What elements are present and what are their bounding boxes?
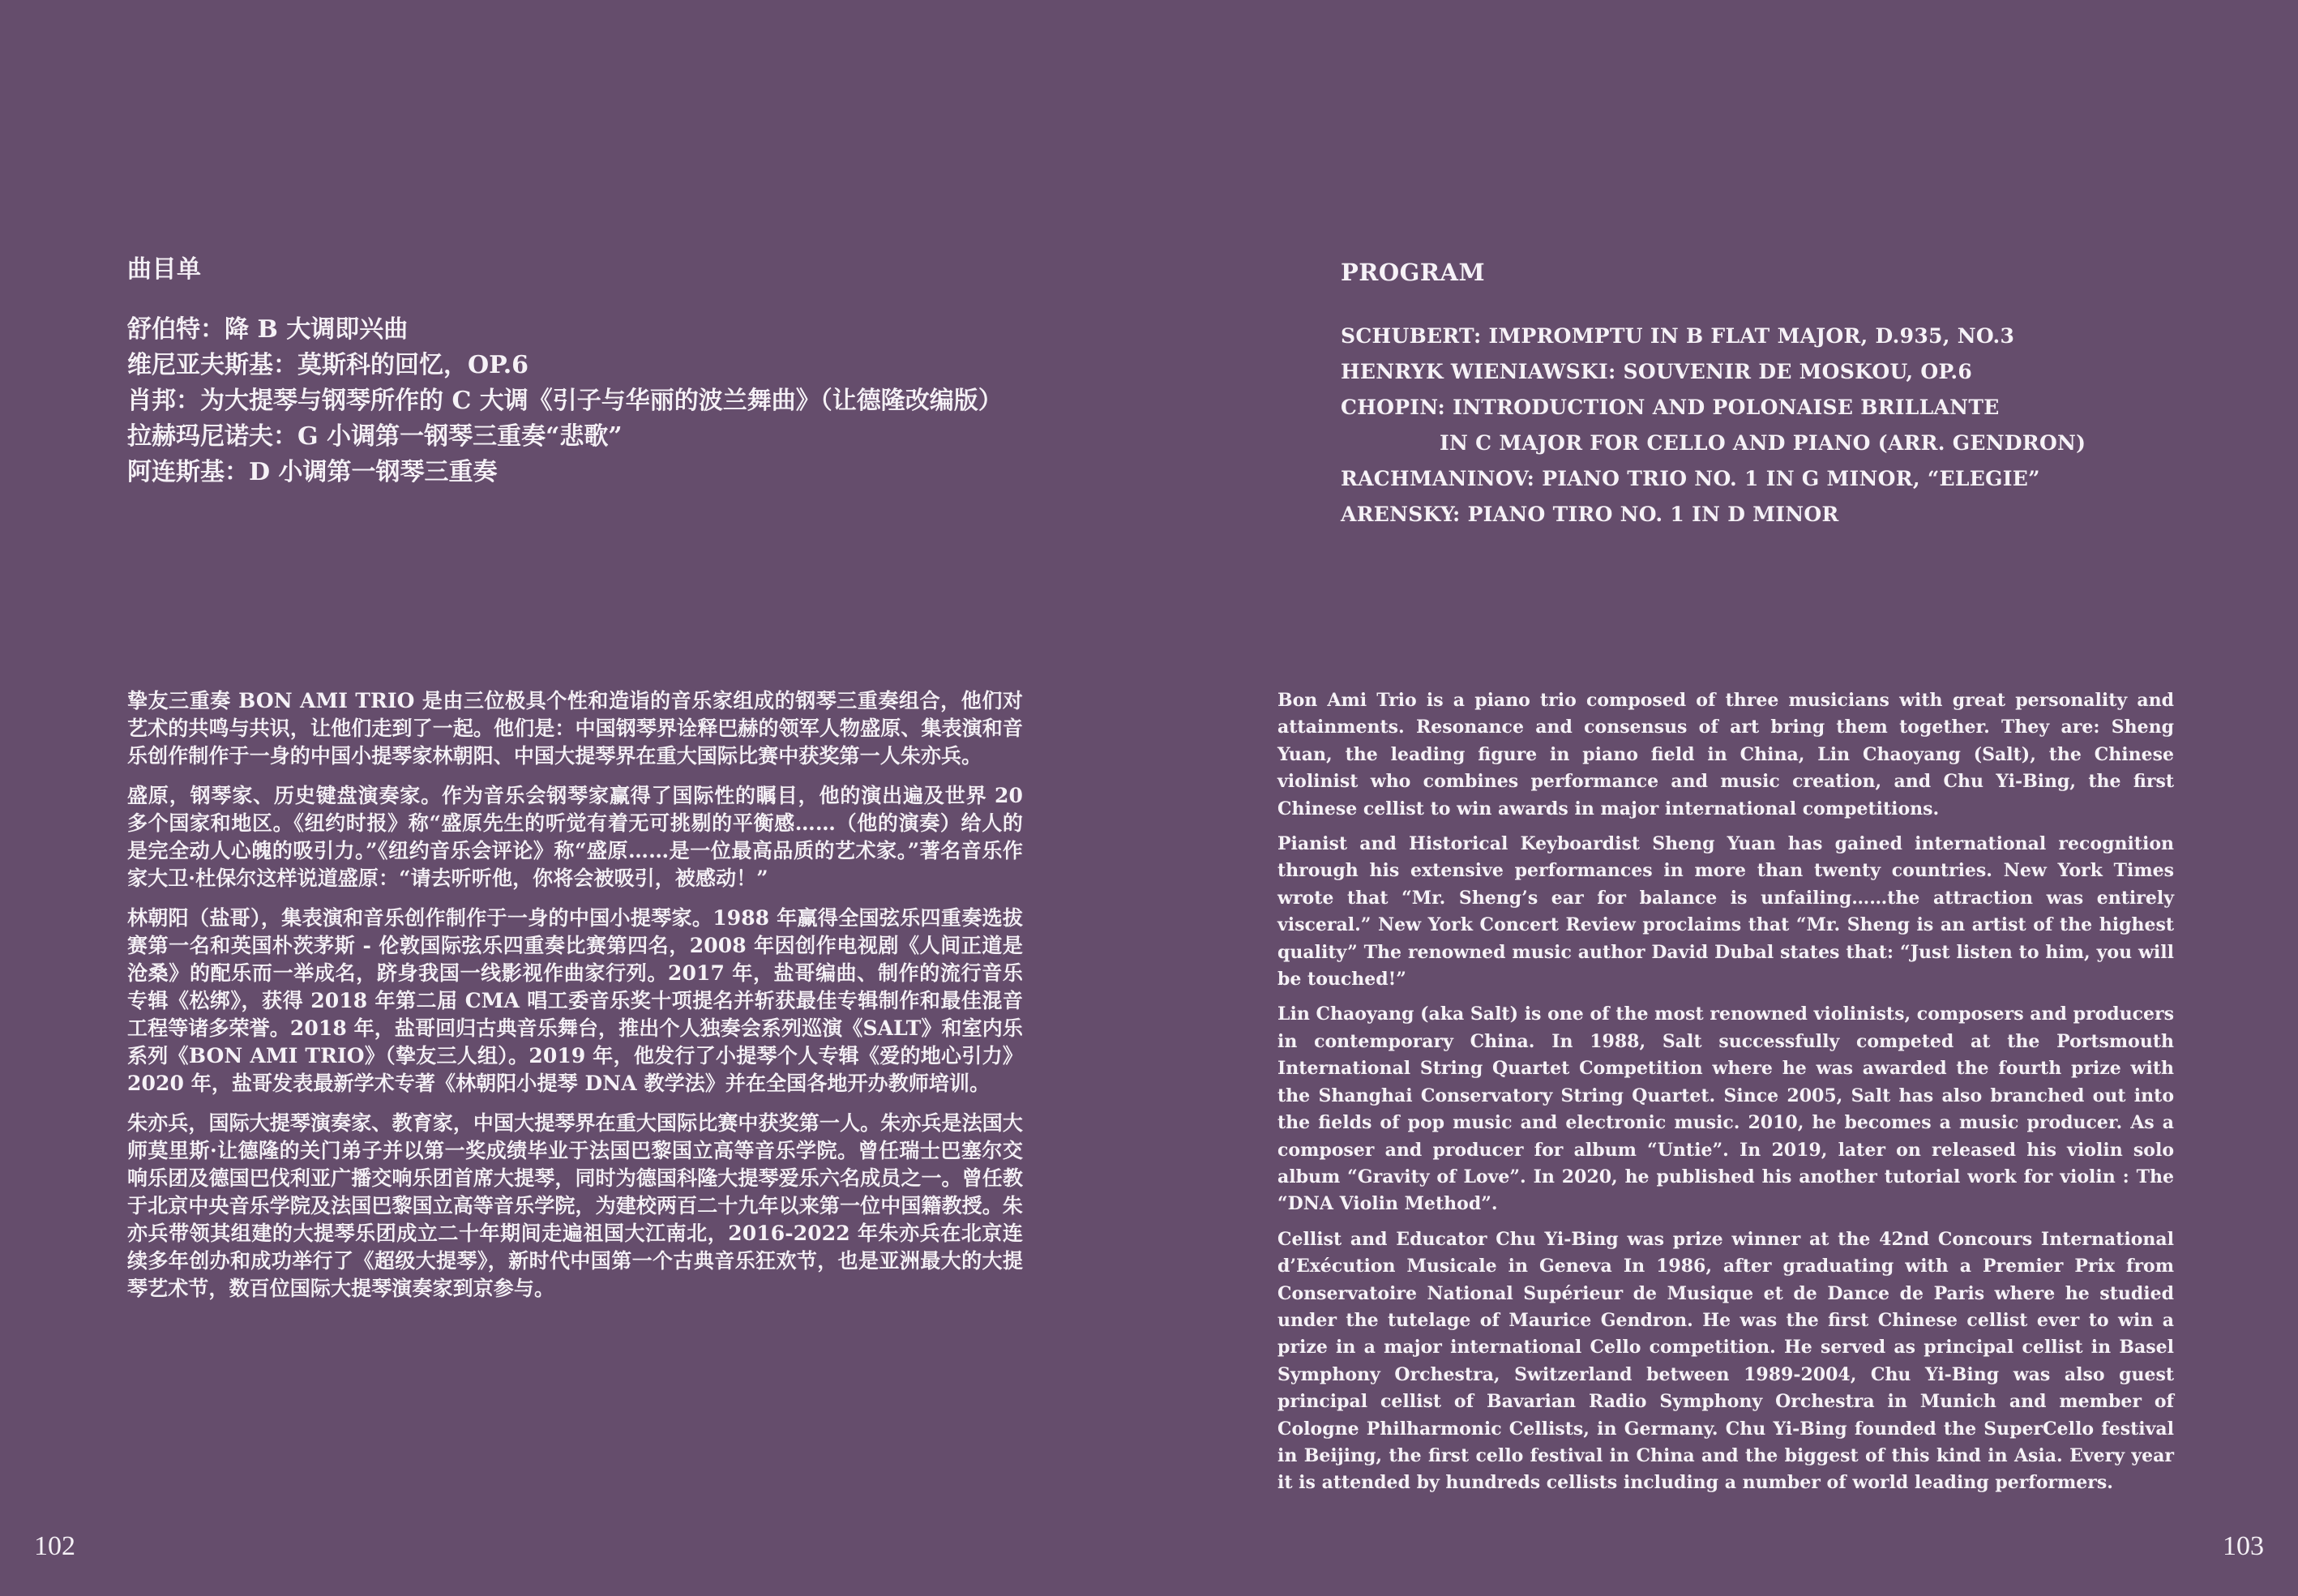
program-item-continuation: IN C MAJOR FOR CELLO AND PIANO (ARR. GENDRON) xyxy=(1440,431,2086,455)
program-item: ARENSKY: PIANO TIRO NO. 1 IN D MINOR xyxy=(1341,503,1839,526)
program-item: 舒伯特：降 B 大调即兴曲 xyxy=(127,315,409,344)
program-heading-english: PROGRAM xyxy=(1341,259,1486,286)
page-number-right: 103 xyxy=(2223,1531,2264,1561)
program-item: 肖邦：为大提琴与钢琴所作的 C 大调《引子与华丽的波兰舞曲》（让德隆改编版） xyxy=(127,387,1003,415)
program-item: CHOPIN: INTRODUCTION AND POLONAISE BRILLANTE xyxy=(1341,396,2000,419)
right-page xyxy=(1149,0,2298,1596)
program-item: 阿连斯基：D 小调第一钢琴三重奏 xyxy=(127,458,498,486)
program-item: 拉赫玛尼诺夫：G 小调第一钢琴三重奏“悲歌” xyxy=(127,422,623,451)
biography-english xyxy=(1277,687,2174,1505)
biography-paragraph: Cellist and Educator Chu Yi-Bing was prize winner at the 42nd Concours International d’Exécution Musicale in Geneva In 1986, after graduating with a Premier Prix from Conservatoire National Supérieur de Musique et de Dance de Paris where he studied under the tutelage of Maurice Gendron. He was the first Chinese cellist ever to win a prize in a major international Cello competition. He served as principal cellist in Basel Symphony Orchestra, Switzerland between 1989-2004, Chu Yi-Bing was also guest principal cellist of Bavarian Radio Symphony Orchestra in Munich and member of Cologne Philharmonic Cellists, in Germany. Chu Yi-Bing founded the SuperCello festival in Beijing, the first cello festival in China and the biggest of this kind in Asia. Every year it is attended by hundreds cellists including a number of world leading performers. xyxy=(1277,1228,2174,1494)
biography-paragraph: 朱亦兵，国际大提琴演奏家、教育家，中国大提琴界在重大国际比赛中获奖第一人。朱亦兵是法国大师莫里斯·让德隆的关门弟子并以第一奖成绩毕业于法国巴黎国立高等音乐学院。曾任瑞士巴塞尔交响乐团及德国巴伐利亚广播交响乐团首席大提琴，同时为德国科隆大提琴爱乐六名成员之一。曾任教于北京中央音乐学院及法国巴黎国立高等音乐学院，为建校两百二十九年以来第一位中国籍教授。朱亦兵带领其组建的大提琴乐团成立二十年期间走遍祖国大江南北，2016-2022 年朱亦兵在北京连续多年创办和成功举行了《超级大提琴》，新时代中国第一个古典音乐狂欢节，也是亚洲最大的大提琴艺术节，数百位国际大提琴演奏家到京参与。 xyxy=(127,1111,1023,1300)
program-item: HENRYK WIENIAWSKI: SOUVENIR DE MOSKOU, OP.6 xyxy=(1341,360,1973,383)
program-item: 维尼亚夫斯基：莫斯科的回忆，OP.6 xyxy=(127,351,529,379)
program-list-chinese xyxy=(127,312,1084,490)
biography-paragraph: 挚友三重奏 BON AMI TRIO 是由三位极具个性和造诣的音乐家组成的钢琴三重奏组合，他们对艺术的共鸣与共识，让他们走到了一起。他们是：中国钢琴界诠释巴赫的领军人物盛原、集表演和音乐创作制作于一身的中国小提琴家林朝阳、中国大提琴界在重大国际比赛中获奖第一人朱亦兵。 xyxy=(127,689,1023,768)
biography-paragraph: Pianist and Historical Keyboardist Sheng Yuan has gained international recognition through his extensive performances in more than twenty countries. New York Times wrote that “Mr. Sheng’s ear for balance is unfailing……the attraction was entirely visceral.” New York Concert Review proclaims that “Mr. Sheng is an artist of the highest quality” The renowned music author David Dubal states that: “Just listen to him, you will be touched!” xyxy=(1277,833,2174,991)
biography-paragraph: 林朝阳（盐哥），集表演和音乐创作制作于一身的中国小提琴家。1988 年赢得全国弦乐四重奏选拔赛第一名和英国朴茨茅斯 - 伦敦国际弦乐四重奏比赛第四名，2008 年因创作电视剧《人间正道是沧桑》的配乐而一举成名，跻身我国一线影视作曲家行列。2017 年，盐哥编曲、制作的流行音乐专辑《松绑》，获得 2018 年第二届 CMA 唱工委音乐奖十项提名并斩获最佳专辑制作和最佳混音工程等诸多荣誉。2018 年，盐哥回归古典音乐舞台，推出个人独奏会系列巡演《SALT》和室内乐系列《BON AMI TRIO》（挚友三人组）。2019 年，他发行了小提琴个人专辑《爱的地心引力》2020 年，盐哥发表最新学术专著《林朝阳小提琴 DNA 教学法》并在全国各地开办教师培训。 xyxy=(127,906,1023,1095)
biography-paragraph: Lin Chaoyang (aka Salt) is one of the most renowned violinists, composers and producers in contemporary China. In 1988, Salt successfully competed at the Portsmouth International String Quartet Competition where he was awarded the fourth prize with the Shanghai Conservatory String Quartet. Since 2005, Salt has also branched out into the fields of pop music and electronic music. 2010, he becomes a music producer. As a composer and producer for album “Untie”. In 2019, later on released his violin solo album “Gravity of Love”. In 2020, he published his another tutorial work for violin : The “DNA Violin Method”. xyxy=(1277,1003,2174,1215)
program-list-english xyxy=(1341,319,2192,533)
biography-paragraph: Bon Ami Trio is a piano trio composed of three musicians with great personality and attainments. Resonance and consensus of art bring them together. They are: Sheng Yuan, the leading figure in piano field in China, Lin Chaoyang (Salt), the Chinese violinist who combines performance and music creation, and Chu Yi-Bing, the first Chinese cellist to win awards in major international competitions. xyxy=(1277,690,2174,819)
program-item: SCHUBERT: IMPROMPTU IN B FLAT MAJOR, D.935, NO.3 xyxy=(1341,324,2015,348)
biography-paragraph: 盛原，钢琴家、历史键盘演奏家。作为音乐会钢琴家赢得了国际性的瞩目，他的演出遍及世界 20 多个国家和地区。《纽约时报》称“盛原先生的听觉有着无可挑剔的平衡感……（他的演奏）给人的是完全动人心魄的吸引力。”《纽约音乐会评论》称“盛原……是一位最高品质的艺术家。”著名音乐作家大卫·杜保尔这样说道盛原：“请去听听他，你将会被吸引，被感动！” xyxy=(127,784,1023,890)
page-number-left: 102 xyxy=(34,1531,75,1561)
biography-chinese xyxy=(127,687,1023,1315)
program-heading-chinese: 曲目单 xyxy=(127,255,202,284)
program-item: RACHMANINOV: PIANO TRIO NO. 1 IN G MINOR, “ELEGIE” xyxy=(1341,467,2040,490)
